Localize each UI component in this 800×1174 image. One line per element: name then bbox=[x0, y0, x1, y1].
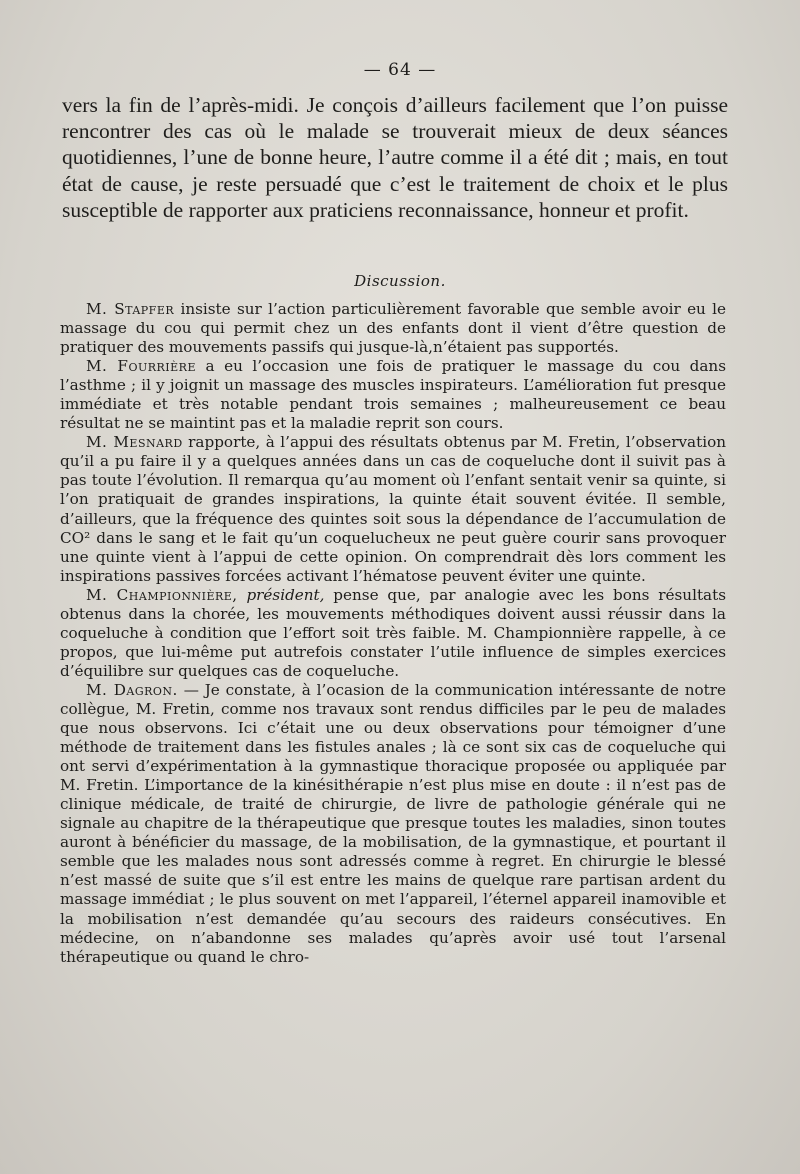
discussion-paragraph-stapfer bbox=[60, 300, 726, 357]
page-number: — 64 — bbox=[363, 60, 437, 80]
speaker-name: M. Stapfer bbox=[86, 300, 175, 318]
discussion-paragraph-mesnard bbox=[60, 433, 726, 585]
speaker-title: président, bbox=[237, 585, 325, 604]
speaker-name: M. Championnière, bbox=[86, 585, 238, 604]
intro-paragraph: vers la fin de l’après-midi. Je conçois d’ailleurs facilement que l’on puisse rencontrer des cas où le malade se trouverait mieux de deux séances quotidiennes, l’une de bonne heure, l’autre comme il a été dit ; mais, en tout état de cause, je reste persuadé que c’est le traitement de choix et le plus susceptible de rapporter aux praticiens reconnaissance, honneur et profit. bbox=[62, 93, 728, 222]
paragraph-text: pense que, par analogie avec les bons résultats obtenus dans la chorée, les mouvements méthodiques doivent aussi réussir dans la coqueluche à condition que l’effort soit très faible. M. Championnière rappelle, à ce propos, que lui-même put autrefois constater l’utile influence de simples exercices d’équilibre sur quelques cas de coqueluche. bbox=[60, 585, 727, 680]
discussion-paragraph-fourriere bbox=[60, 357, 726, 433]
speaker-name: M. Fourrière bbox=[86, 357, 196, 376]
speaker-name: M. Dagron. bbox=[86, 680, 178, 699]
discussion-paragraph-dagron bbox=[60, 681, 726, 967]
discussion-paragraph-championniere bbox=[60, 586, 726, 681]
paragraph-text: a eu l’occasion une fois de pratiquer le massage du cou dans l’asthme ; il y joignit un massage des muscles inspirateurs. L’amélioration fut presque immédiate et très notable pendant trois semaines ; malheureusement ce beau résultat ne se maintint pas et la maladie reprit son cours. bbox=[60, 357, 727, 433]
discussion-body bbox=[60, 300, 726, 967]
section-heading: Discussion. bbox=[354, 272, 446, 290]
paragraph-text: rapporte, à l’appui des résultats obtenus par M. Fretin, l’observation qu’il a pu faire il y a quelques années dans un cas de coqueluche dont il suivit pas à pas toute l’évolution. Il remarqua qu’au moment où l’enfant sentait venir sa quinte, si l’on pratiquait de grandes inspirations, la quinte était souvent évitée. Il semble, d’ailleurs, que la fréquence des quintes soit sous la dépendance de l’accumulation de CO² dans le sang et le fait qu’un coquelucheux ne peut guère courir sans provoquer une quinte vient à l’appui de cette opinion. On comprendrait dès lors comment les inspirations passives forcées activant l’hématose peuvent éviter une quinte. bbox=[60, 433, 726, 585]
speaker-name: M. Mesnard bbox=[86, 433, 183, 452]
paragraph-text: — Je constate, à l’ocasion de la communication intéressante de notre collègue, M. Fretin, comme nos travaux sont rendus difficiles par le peu de malades que nous observons. Ici c’était une ou deux observations pour témoigner d’une méthode de traitement dans les fistules anales ; là ce sont six cas de coqueluche qui ont servi d’expérimentation à la gymnastique thoracique proposée ou appliquée par M. Fretin. L’importance de la kinésithérapie n’est plus mise en doute : il n’est pas de clinique médicale, de traité de chirurgie, de livre de pathologie générale qui ne signale au chapitre de la thérapeutique que presque toutes les maladies, sinon toutes auront à bénéficier du massage, de la mobilisation, de la gymnastique, et pourtant il semble que les malades nous sont adressés comme à regret. En chirurgie le blessé n’est massé de suite que s’il est entre les mains de quelque rare partisan ardent du massage immédiat ; le plus souvent on met l’appareil, l’éternel appareil inamovible et la mobilisation n’est demandée qu’au secours des raideurs consécutives. En médecine, on n’abandonne ses malades qu’après avoir usé tout l’arsenal thérapeutique ou quand le chro- bbox=[60, 680, 726, 966]
paragraph-text: insiste sur l’action particulièrement favorable que semble avoir eu le massage du cou qui permit chez un des enfants dont il vient d’être question de pratiquer des mouvements passifs qui jusque-là,n’étaient pas supportés. bbox=[60, 300, 727, 357]
